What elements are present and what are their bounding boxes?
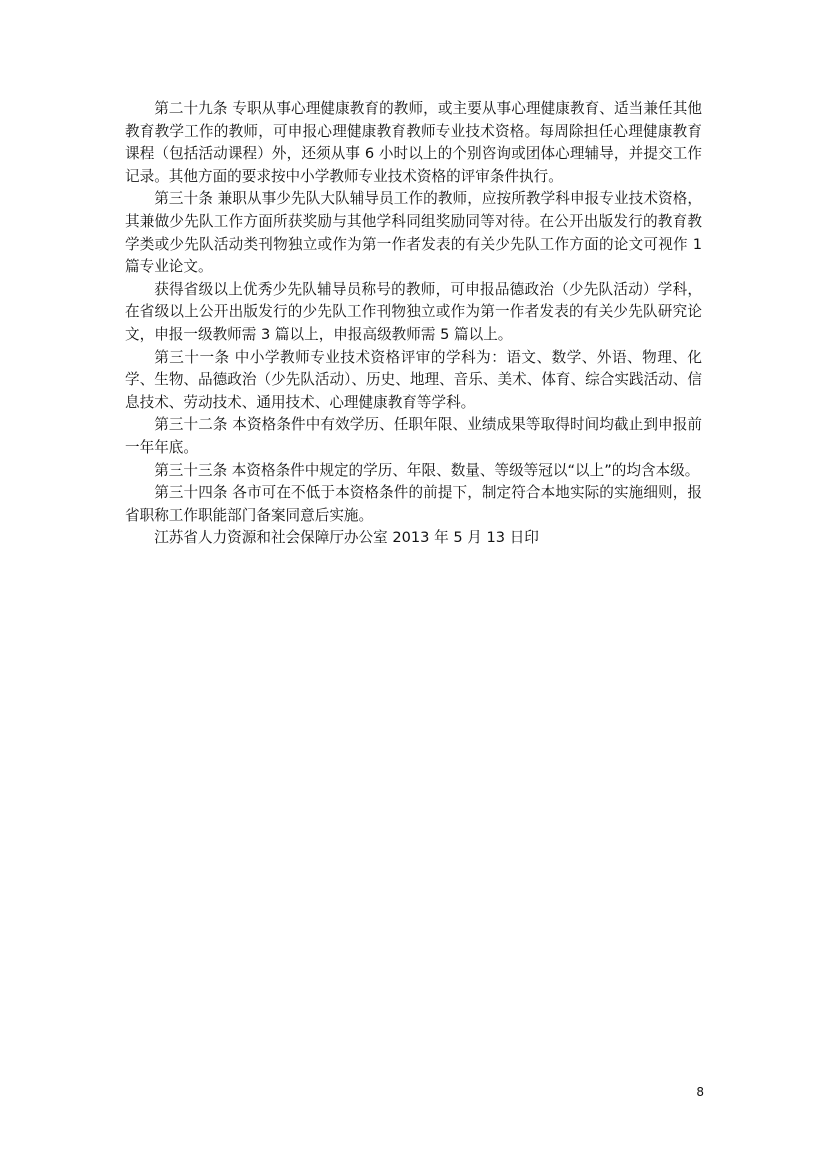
document-body xyxy=(125,98,702,550)
issuer-date-line: 江苏省人力资源和社会保障厅办公室 2013 年 5 月 13 日印 xyxy=(154,529,539,547)
article-30-supplement-paragraph: 获得省级以上优秀少先队辅导员称号的教师，可申报品德政治（少先队活动）学科，在省级以上公开出版发行的少先队工作刊物独立或作为第一作者发表的有关少先队研究论文，申报一级教师需 3 篇以上，申报高级教师需 5 篇以上。 xyxy=(125,280,702,343)
article-29-paragraph: 第二十九条 专职从事心理健康教育的教师，或主要从事心理健康教育、适当兼任其他教育教学工作的教师，可申报心理健康教育教师专业技术资格。每周除担任心理健康教育课程（包括活动课程）外，还须从事 6 小时以上的个别咨询或团体心理辅导，并提交工作记录。其他方面的要求按中小学教师专业技术资格的评审条件执行。 xyxy=(125,100,702,185)
article-30-paragraph: 第三十条 兼职从事少先队大队辅导员工作的教师，应按所教学科申报专业技术资格，其兼做少先队工作方面所获奖励与其他学科同组奖励同等对待。在公开出版发行的教育教学类或少先队活动类刊物独立或作为第一作者发表的有关少先队工作方面的论文可视作 1 篇专业论文。 xyxy=(125,190,702,276)
article-32-paragraph: 第三十二条 本资格条件中有效学历、任职年限、业绩成果等取得时间均截止到申报前一年年底。 xyxy=(125,416,702,456)
article-34-paragraph: 第三十四条 各市可在不低于本资格条件的前提下，制定符合本地实际的实施细则，报省职称工作职能部门备案同意后实施。 xyxy=(125,484,702,524)
article-33-paragraph: 第三十三条 本资格条件中规定的学历、年限、数量、等级等冠以“以上”的均含本级。 xyxy=(154,461,700,479)
article-31-paragraph: 第三十一条 中小学教师专业技术资格评审的学科为：语文、数学、外语、物理、化学、生物、品德政治（少先队活动）、历史、地理、音乐、美术、体育、综合实践活动、信息技术、劳动技术、通用技术、心理健康教育等学科。 xyxy=(125,348,702,411)
page-number: 8 xyxy=(696,1085,704,1099)
